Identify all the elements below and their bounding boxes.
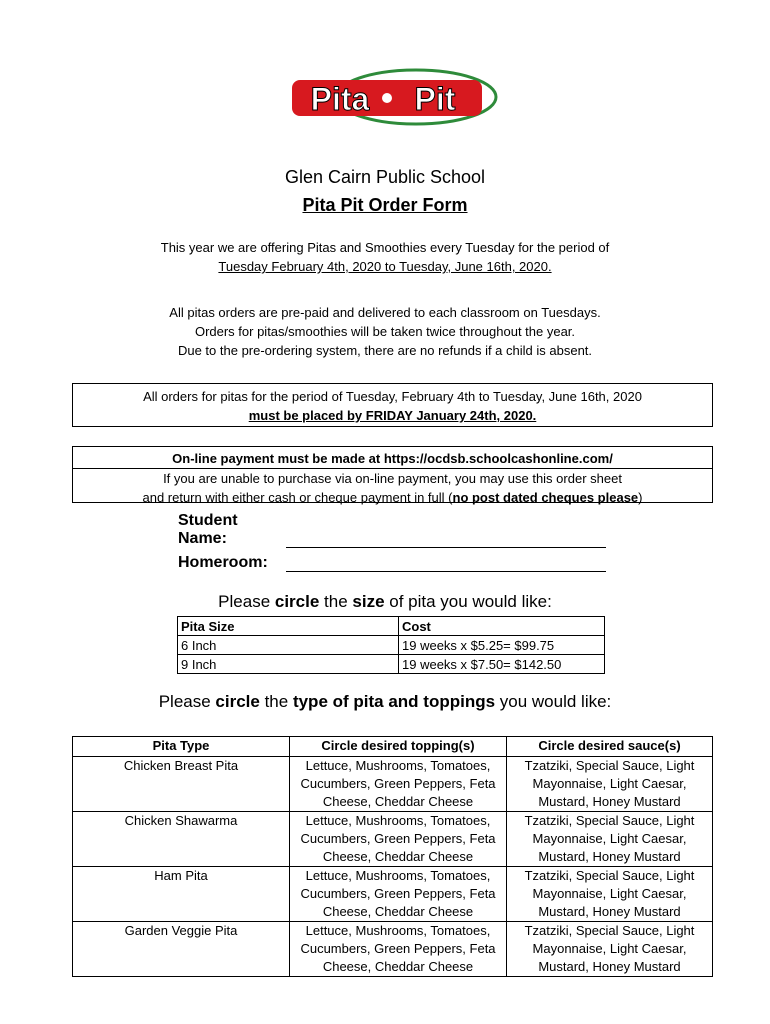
pita-type-cell[interactable]: Garden Veggie Pita [73, 922, 290, 977]
table-row [73, 757, 713, 812]
sauces-cell[interactable]: Tzatziki, Special Sauce, Light Mayonnaise, Light Caesar, Mustard, Honey Mustard [507, 812, 713, 867]
table-row [73, 812, 713, 867]
intro-text [0, 238, 770, 276]
size-cell[interactable]: 9 Inch [178, 655, 399, 674]
toppings-cell[interactable]: Lettuce, Mushrooms, Tomatoes, Cucumbers, Green Peppers, Feta Cheese, Cheddar Cheese [290, 812, 507, 867]
type-prompt: Please circle the type of pita and toppings you would like: [158, 692, 612, 711]
policy-line-1: All pitas orders are pre-paid and delivered to each classroom on Tuesdays. [169, 305, 601, 320]
intro-line-2: Tuesday February 4th, 2020 to Tuesday, June 16th, 2020. [218, 259, 552, 274]
size-table [177, 616, 605, 674]
policy-text [0, 303, 770, 360]
table-row [73, 867, 713, 922]
size-header: Pita Size [178, 617, 399, 636]
sauces-cell[interactable]: Tzatziki, Special Sauce, Light Mayonnaise, Light Caesar, Mustard, Honey Mustard [507, 757, 713, 812]
payment-line-3: and return with either cash or cheque payment in full (no post dated cheques please) [142, 490, 643, 505]
payment-line-2: If you are unable to purchase via on-line payment, you may use this order sheet [163, 471, 622, 486]
deadline-line-2: must be placed by FRIDAY January 24th, 2020. [248, 408, 537, 423]
sauces-cell[interactable]: Tzatziki, Special Sauce, Light Mayonnaise, Light Caesar, Mustard, Honey Mustard [507, 922, 713, 977]
student-name-field[interactable] [286, 529, 606, 548]
toppings-cell[interactable]: Lettuce, Mushrooms, Tomatoes, Cucumbers, Green Peppers, Feta Cheese, Cheddar Cheese [290, 922, 507, 977]
payment-box [72, 446, 713, 503]
svg-text:Pita: Pita [310, 81, 370, 117]
toppings-header: Circle desired topping(s) [290, 737, 507, 757]
pita-type-header: Pita Type [73, 737, 290, 757]
cost-cell: 19 weeks x $7.50= $142.50 [399, 655, 605, 674]
payment-line-1: On-line payment must be made at https://ocdsb.schoolcashonline.com/ [73, 449, 712, 469]
policy-line-2: Orders for pitas/smoothies will be taken twice throughout the year. [194, 324, 576, 339]
toppings-cell[interactable]: Lettuce, Mushrooms, Tomatoes, Cucumbers, Green Peppers, Feta Cheese, Cheddar Cheese [290, 757, 507, 812]
student-fields [178, 512, 606, 572]
deadline-box [72, 383, 713, 427]
form-title: Pita Pit Order Form [302, 195, 468, 215]
pita-pit-logo [290, 68, 498, 126]
cost-header: Cost [399, 617, 605, 636]
school-name: Glen Cairn Public School [284, 167, 486, 187]
deadline-line-1: All orders for pitas for the period of Tuesday, February 4th to Tuesday, June 16th, 2020 [143, 389, 642, 404]
size-cell[interactable]: 6 Inch [178, 636, 399, 655]
size-prompt: Please circle the size of pita you would like: [218, 592, 552, 611]
pita-type-cell[interactable]: Chicken Breast Pita [73, 757, 290, 812]
table-row [178, 655, 605, 674]
table-row [178, 636, 605, 655]
toppings-cell[interactable]: Lettuce, Mushrooms, Tomatoes, Cucumbers, Green Peppers, Feta Cheese, Cheddar Cheese [290, 867, 507, 922]
svg-text:Pit: Pit [414, 81, 456, 117]
homeroom-field[interactable] [286, 553, 606, 572]
intro-line-1: This year we are offering Pitas and Smoothies every Tuesday for the period of [160, 240, 610, 255]
size-table-header [178, 617, 605, 636]
student-name-label: Student Name: [178, 512, 238, 547]
policy-line-3: Due to the pre-ordering system, there are no refunds if a child is absent. [177, 343, 593, 358]
pita-table [72, 736, 713, 977]
table-row [73, 922, 713, 977]
cost-cell: 19 weeks x $5.25= $99.75 [399, 636, 605, 655]
sauces-header: Circle desired sauce(s) [507, 737, 713, 757]
pita-type-cell[interactable]: Ham Pita [73, 867, 290, 922]
pita-table-header [73, 737, 713, 757]
homeroom-label: Homeroom: [178, 554, 268, 571]
pita-type-cell[interactable]: Chicken Shawarma [73, 812, 290, 867]
sauces-cell[interactable]: Tzatziki, Special Sauce, Light Mayonnaise, Light Caesar, Mustard, Honey Mustard [507, 867, 713, 922]
